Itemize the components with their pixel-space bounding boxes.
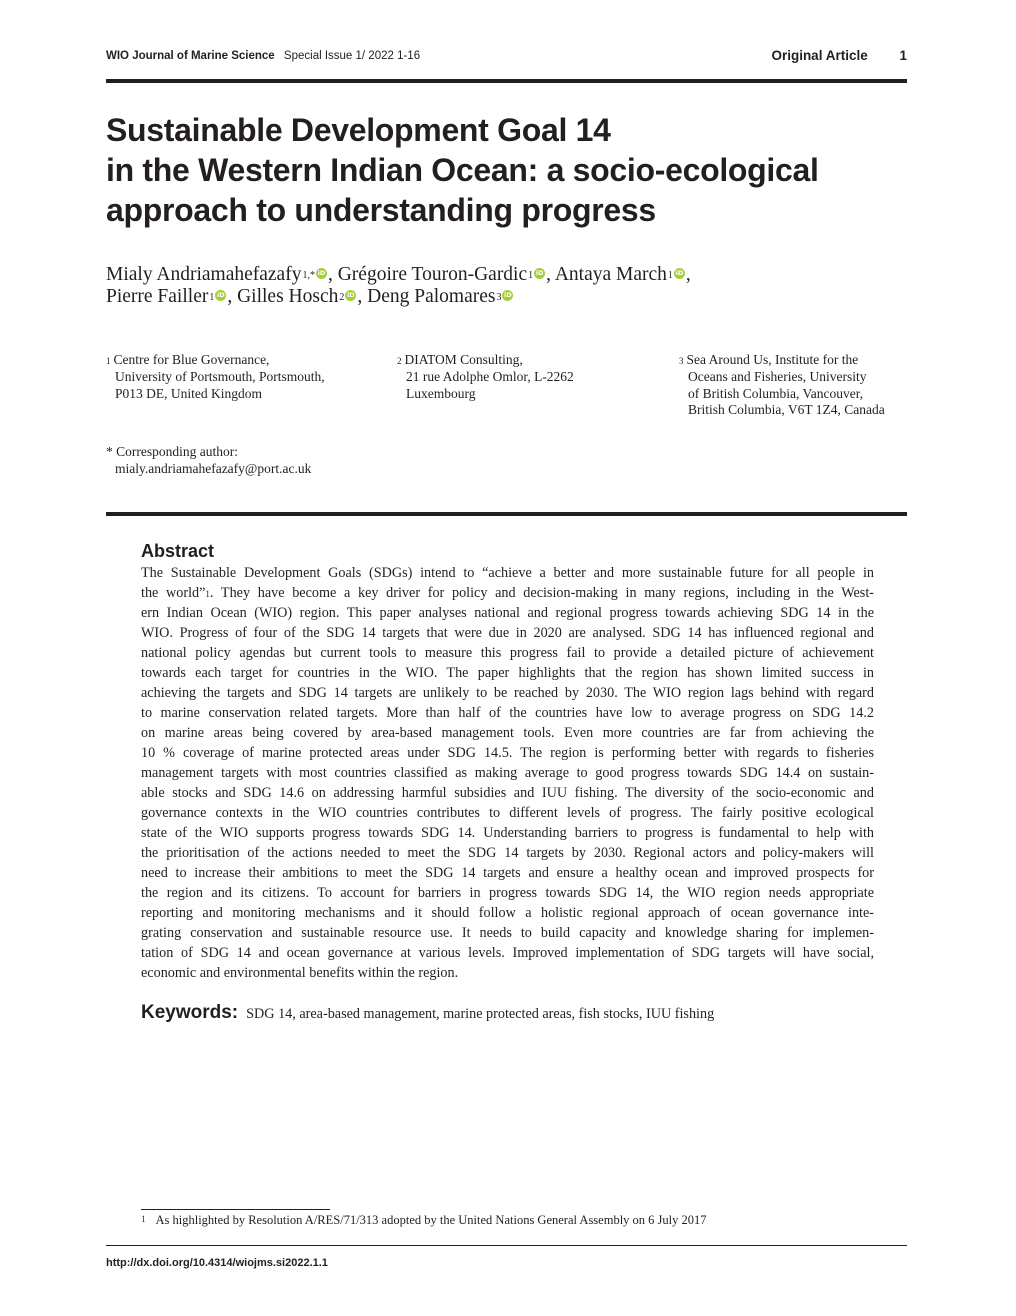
- affiliation-line: [679, 352, 885, 369]
- footnote-ref[interactable]: 1: [205, 589, 210, 599]
- orcid-icon[interactable]: iD: [317, 269, 326, 278]
- author-affiliation-sup: 1: [667, 270, 673, 281]
- abstract-line: on marine areas being covered by area-based management tools. Even more countries are far from achieving the: [141, 725, 874, 741]
- affiliation-line: P013 DE, United Kingdom: [115, 385, 262, 401]
- journal-name: WIO Journal of Marine Science: [106, 50, 275, 62]
- author-6: [367, 286, 514, 307]
- abstract-line: national policy agendas but current tools to measure this progress fail to provide a detailed picture of achievement: [141, 645, 874, 661]
- paper-title: [106, 110, 906, 230]
- affiliation-line: British Columbia, V6T 1Z4, Canada: [688, 402, 885, 418]
- corresponding-label-line: [106, 443, 311, 460]
- running-head-right: [771, 48, 907, 63]
- author-name: Deng Palomares: [367, 286, 496, 307]
- author-4: [106, 286, 237, 307]
- abstract-line: state of the WIO supports progress towards SDG 14. Understanding barriers to progress is fundamental to help with: [141, 825, 874, 841]
- abstract-text: They have become a key driver for policy and decision-making in many regions, including in the West-: [213, 585, 874, 601]
- abstract-line: governance contexts in the WIO countries contributes to different levels of progress. The fairly positive ecological: [141, 805, 874, 821]
- author-name: Mialy Andriamahefazafy: [106, 264, 302, 285]
- author-name: Antaya March: [554, 264, 667, 285]
- doi-link[interactable]: http://dx.doi.org/10.4314/wiojms.si2022.1.1: [106, 1257, 328, 1269]
- author-name: Grégoire Touron-Gardic: [337, 264, 528, 285]
- article-type: Original Article: [771, 48, 868, 63]
- abstract-line: the region and its citizens. To account for barriers in progress towards SDG 14, the WIO region needs appropriate: [141, 885, 874, 901]
- author-list: [106, 264, 906, 308]
- affiliation-text: Sea Around Us, Institute for the: [686, 352, 859, 367]
- author-separator: ,: [546, 264, 555, 285]
- abstract-line: reporting and monitoring mechanisms and it should follow a holistic regional approach of ocean governance inte-: [141, 905, 874, 921]
- abstract-line: to marine conservation related targets. More than half of the countries have low to average progress on SDG 14.2: [141, 705, 874, 721]
- author-1: [106, 264, 338, 285]
- author-separator: ,: [327, 264, 338, 285]
- affiliation-number: 1: [106, 356, 111, 366]
- abstract-line: [141, 583, 874, 603]
- author-line-2: [106, 286, 906, 308]
- footnote-text: As highlighted by Resolution A/RES/71/313 adopted by the United Nations General Assembly on 6 July 2017: [155, 1213, 707, 1227]
- abstract-text: .: [209, 585, 214, 601]
- affiliation-line: Oceans and Fisheries, University: [688, 368, 867, 384]
- affiliation-number: 2: [397, 356, 402, 366]
- footer-rule: [106, 1245, 907, 1246]
- affiliation-line: of British Columbia, Vancouver,: [688, 385, 864, 401]
- affiliation-text: DIATOM Consulting,: [404, 352, 523, 367]
- author-name: Pierre Failler: [106, 286, 209, 307]
- running-head: [106, 50, 907, 68]
- title-line-2: in the Western Indian Ocean: a socio-ecological: [106, 152, 819, 188]
- author-3: [555, 264, 691, 285]
- header-rule: [106, 79, 907, 83]
- author-2: [338, 264, 555, 285]
- author-line-1: [106, 264, 906, 286]
- author-affiliation-sup: 3: [496, 292, 502, 303]
- orcid-icon[interactable]: iD: [217, 291, 225, 300]
- abstract-line: achieving the targets and SDG 14 targets are unlikely to be reached by 2030. The WIO region lags behind with regard: [141, 685, 874, 701]
- orcid-icon[interactable]: iD: [504, 291, 512, 300]
- orcid-icon[interactable]: iD: [675, 269, 684, 278]
- author-5: [237, 286, 367, 307]
- affiliation-line: [106, 352, 325, 369]
- abstract-line: ern Indian Ocean (WIO) region. This paper analyses national and regional progress towards achieving SDG 14 in the: [141, 605, 874, 621]
- keywords: [141, 1002, 714, 1024]
- title-line-3: approach to understanding progress: [106, 192, 656, 228]
- keywords-text: SDG 14, area-based management, marine protected areas, fish stocks, IUU fishing: [246, 1006, 715, 1022]
- corresponding-marker: *: [106, 444, 113, 459]
- affiliation-line: Luxembourg: [406, 385, 476, 401]
- affiliation-number: 3: [679, 356, 684, 366]
- abstract-line: tation of SDG 14 and ocean governance at various levels. Improved implementation of SDG targets will have social,: [141, 945, 874, 961]
- page-number: 1: [899, 48, 907, 63]
- affiliation-line: [397, 352, 574, 369]
- affiliation-text: Centre for Blue Governance,: [113, 352, 270, 367]
- affiliation-1: [106, 352, 325, 402]
- abstract-body: [141, 563, 874, 983]
- corresponding-author: [106, 443, 311, 477]
- abstract-line: towards each target for countries in the WIO. The paper highlights that the region has shown limited success in: [141, 665, 874, 681]
- author-affiliation-sup: 1,*: [302, 270, 315, 281]
- orcid-icon[interactable]: iD: [535, 269, 544, 278]
- running-head-left: [106, 50, 420, 62]
- footnote-rule: [141, 1209, 330, 1210]
- abstract-line: management targets with most countries classified as making average to good progress towards SDG 14.4 on sustain-: [141, 765, 874, 781]
- abstract-line: 10 % coverage of marine protected areas under SDG 14.5. The region is performing better with regards to fisheries: [141, 745, 874, 761]
- abstract-line: able stocks and SDG 14.6 on addressing harmful subsidies and IUU fishing. The diversity of the socio-economic and: [141, 785, 874, 801]
- affiliation-2: [397, 352, 574, 402]
- footnote: [141, 1213, 707, 1228]
- footnote-number: 1: [141, 1214, 146, 1224]
- abstract-line: The Sustainable Development Goals (SDGs) intend to “achieve a better and more sustainable future for all people in: [141, 565, 874, 581]
- affiliation-3: [679, 352, 885, 419]
- abstract-line: economic and environmental benefits within the region.: [141, 965, 459, 981]
- author-affiliation-sup: 1: [209, 292, 215, 303]
- abstract-line: WIO. Progress of four of the SDG 14 targets that were due in 2020 are analysed. SDG 14 has influenced regional and: [141, 625, 874, 641]
- author-name: Gilles Hosch: [237, 286, 339, 307]
- author-separator: ,: [227, 286, 238, 307]
- abstract-line: need to increase their ambitions to meet the SDG 14 targets and ensure a healthy ocean and improved prospects for: [141, 865, 874, 881]
- abstract-heading: Abstract: [141, 541, 215, 561]
- affiliation-line: 21 rue Adolphe Omlor, L-2262: [406, 368, 574, 384]
- corresponding-email[interactable]: mialy.andriamahefazafy@port.ac.uk: [115, 461, 312, 476]
- author-affiliation-sup: 1: [528, 270, 534, 281]
- orcid-icon[interactable]: iD: [347, 291, 355, 300]
- abstract-line: the prioritisation of the actions needed to meet the SDG 14 targets by 2030. Regional actors and policy-makers will: [141, 845, 874, 861]
- corresponding-label: Corresponding author:: [116, 444, 238, 459]
- affiliation-line: University of Portsmouth, Portsmouth,: [115, 368, 325, 384]
- author-affiliation-sup: 2: [339, 292, 345, 303]
- issue-info: Special Issue 1/ 2022 1-16: [283, 50, 421, 62]
- abstract-text: the world”: [141, 585, 206, 601]
- keywords-label: Keywords:: [141, 1002, 239, 1023]
- abstract-top-rule: [106, 512, 907, 516]
- title-line-1: Sustainable Development Goal 14: [106, 112, 611, 148]
- abstract-line: grating conservation and sustainable resource use. It needs to build capacity and knowledge sharing for implemen-: [141, 925, 874, 941]
- author-separator: ,: [685, 264, 691, 285]
- author-separator: ,: [357, 286, 368, 307]
